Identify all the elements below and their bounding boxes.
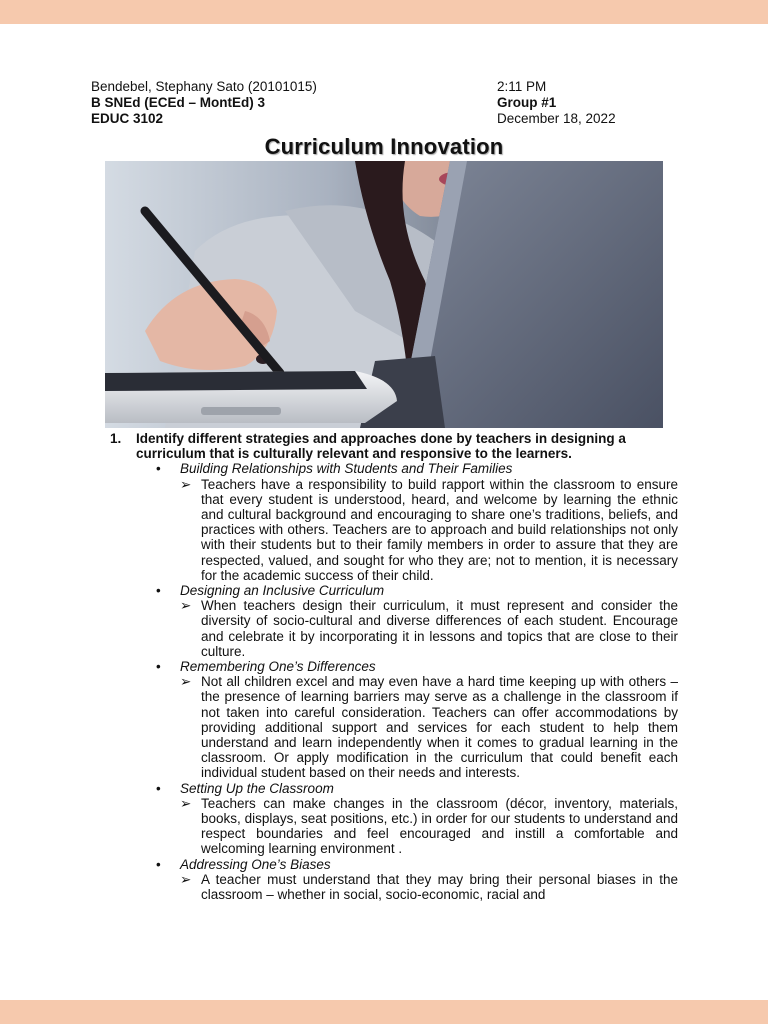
arrow-bullet-icon: ➢	[180, 598, 192, 614]
student-info	[91, 79, 317, 127]
student-program: B SNEd (ECEd – MontEd) 3	[91, 95, 266, 110]
bullet-icon: •	[156, 461, 161, 477]
list-item-detail	[180, 796, 678, 857]
list-item-detail	[180, 674, 678, 780]
arrow-bullet-icon: ➢	[180, 674, 192, 690]
submission-date: December 18, 2022	[497, 111, 616, 126]
bottom-color-band	[0, 1000, 768, 1024]
question-1	[110, 431, 678, 461]
session-info	[497, 79, 616, 127]
list-item	[156, 857, 678, 872]
arrow-bullet-icon: ➢	[180, 476, 192, 492]
list-item-heading: Setting Up the Classroom	[180, 780, 334, 796]
bullet-icon: •	[156, 856, 161, 872]
list-item-text: Teachers can make changes in the classroom (décor, inventory, materials, books, displays, seat positions, etc.) in order for our students to understand and respect boundaries and feel encouraged and instill a comfortable and welcoming learning environment .	[201, 795, 678, 857]
list-item-heading: Designing an Inclusive Curriculum	[180, 583, 385, 599]
course-code: EDUC 3102	[91, 111, 164, 126]
list-item-heading: Building Relationships with Students and Their Families	[180, 461, 513, 477]
list-item-heading: Addressing One’s Biases	[180, 856, 331, 872]
list-item	[156, 781, 678, 796]
list-item-text: Not all children excel and may even have a hard time keeping up with others – the presence of learning barriers may serve as a challenge in the classroom if not taken into careful consideration. Teachers can offer accommodations by providing additional support and services for each student to help them understand and learn independently when it comes to gradual learning in the classroom. Or apply modification in the curriculum that could benefit each individual student based on their needs and interests.	[201, 674, 678, 781]
question-number: 1.	[110, 431, 122, 446]
list-item-text: Teachers have a responsibility to build rapport within the classroom to ensure that every student is understood, heard, and welcome by learning the ethnic and cultural background and encouraging to share one’s traditions, beliefs, and practices with others. Teachers are to approach and build relationships not only with their students but to their family members in order to assure that they are respected, valued, and sought for who they are; not to mention, it is necessary for the academic success of their child.	[201, 476, 678, 583]
student-name: Bendebel, Stephany Sato (20101015)	[91, 79, 317, 94]
main-content	[110, 431, 678, 902]
list-item	[156, 461, 678, 476]
top-color-band	[0, 0, 768, 24]
bullet-icon: •	[156, 659, 161, 675]
list-item-heading: Remembering One’s Differences	[180, 659, 376, 675]
bullet-icon: •	[156, 780, 161, 796]
group-number: Group #1	[497, 95, 557, 110]
list-item	[156, 583, 678, 598]
list-item-text: When teachers design their curriculum, it must represent and consider the diversity of socio-cultural and diverse differences of each student. Encourage and celebrate it by incorporating it in lessons and topics that are close to their culture.	[201, 598, 678, 659]
list-item-detail	[180, 598, 678, 659]
page-title: Curriculum Innovation	[264, 134, 504, 159]
list-item-text: A teacher must understand that they may bring their personal biases in the classroom – whether in social, socio-economic, racial and	[201, 871, 678, 903]
arrow-bullet-icon: ➢	[180, 795, 192, 811]
list-item-detail	[180, 872, 678, 902]
bullet-icon: •	[156, 583, 161, 599]
list-item	[156, 659, 678, 674]
header-photo	[105, 161, 663, 428]
question-text: Identify different strategies and approaches done by teachers in designing a curriculum that is culturally relevant and responsive to the learners.	[136, 431, 626, 462]
list-item-detail	[180, 477, 678, 583]
arrow-bullet-icon: ➢	[180, 871, 192, 887]
session-time: 2:11 PM	[497, 79, 547, 94]
